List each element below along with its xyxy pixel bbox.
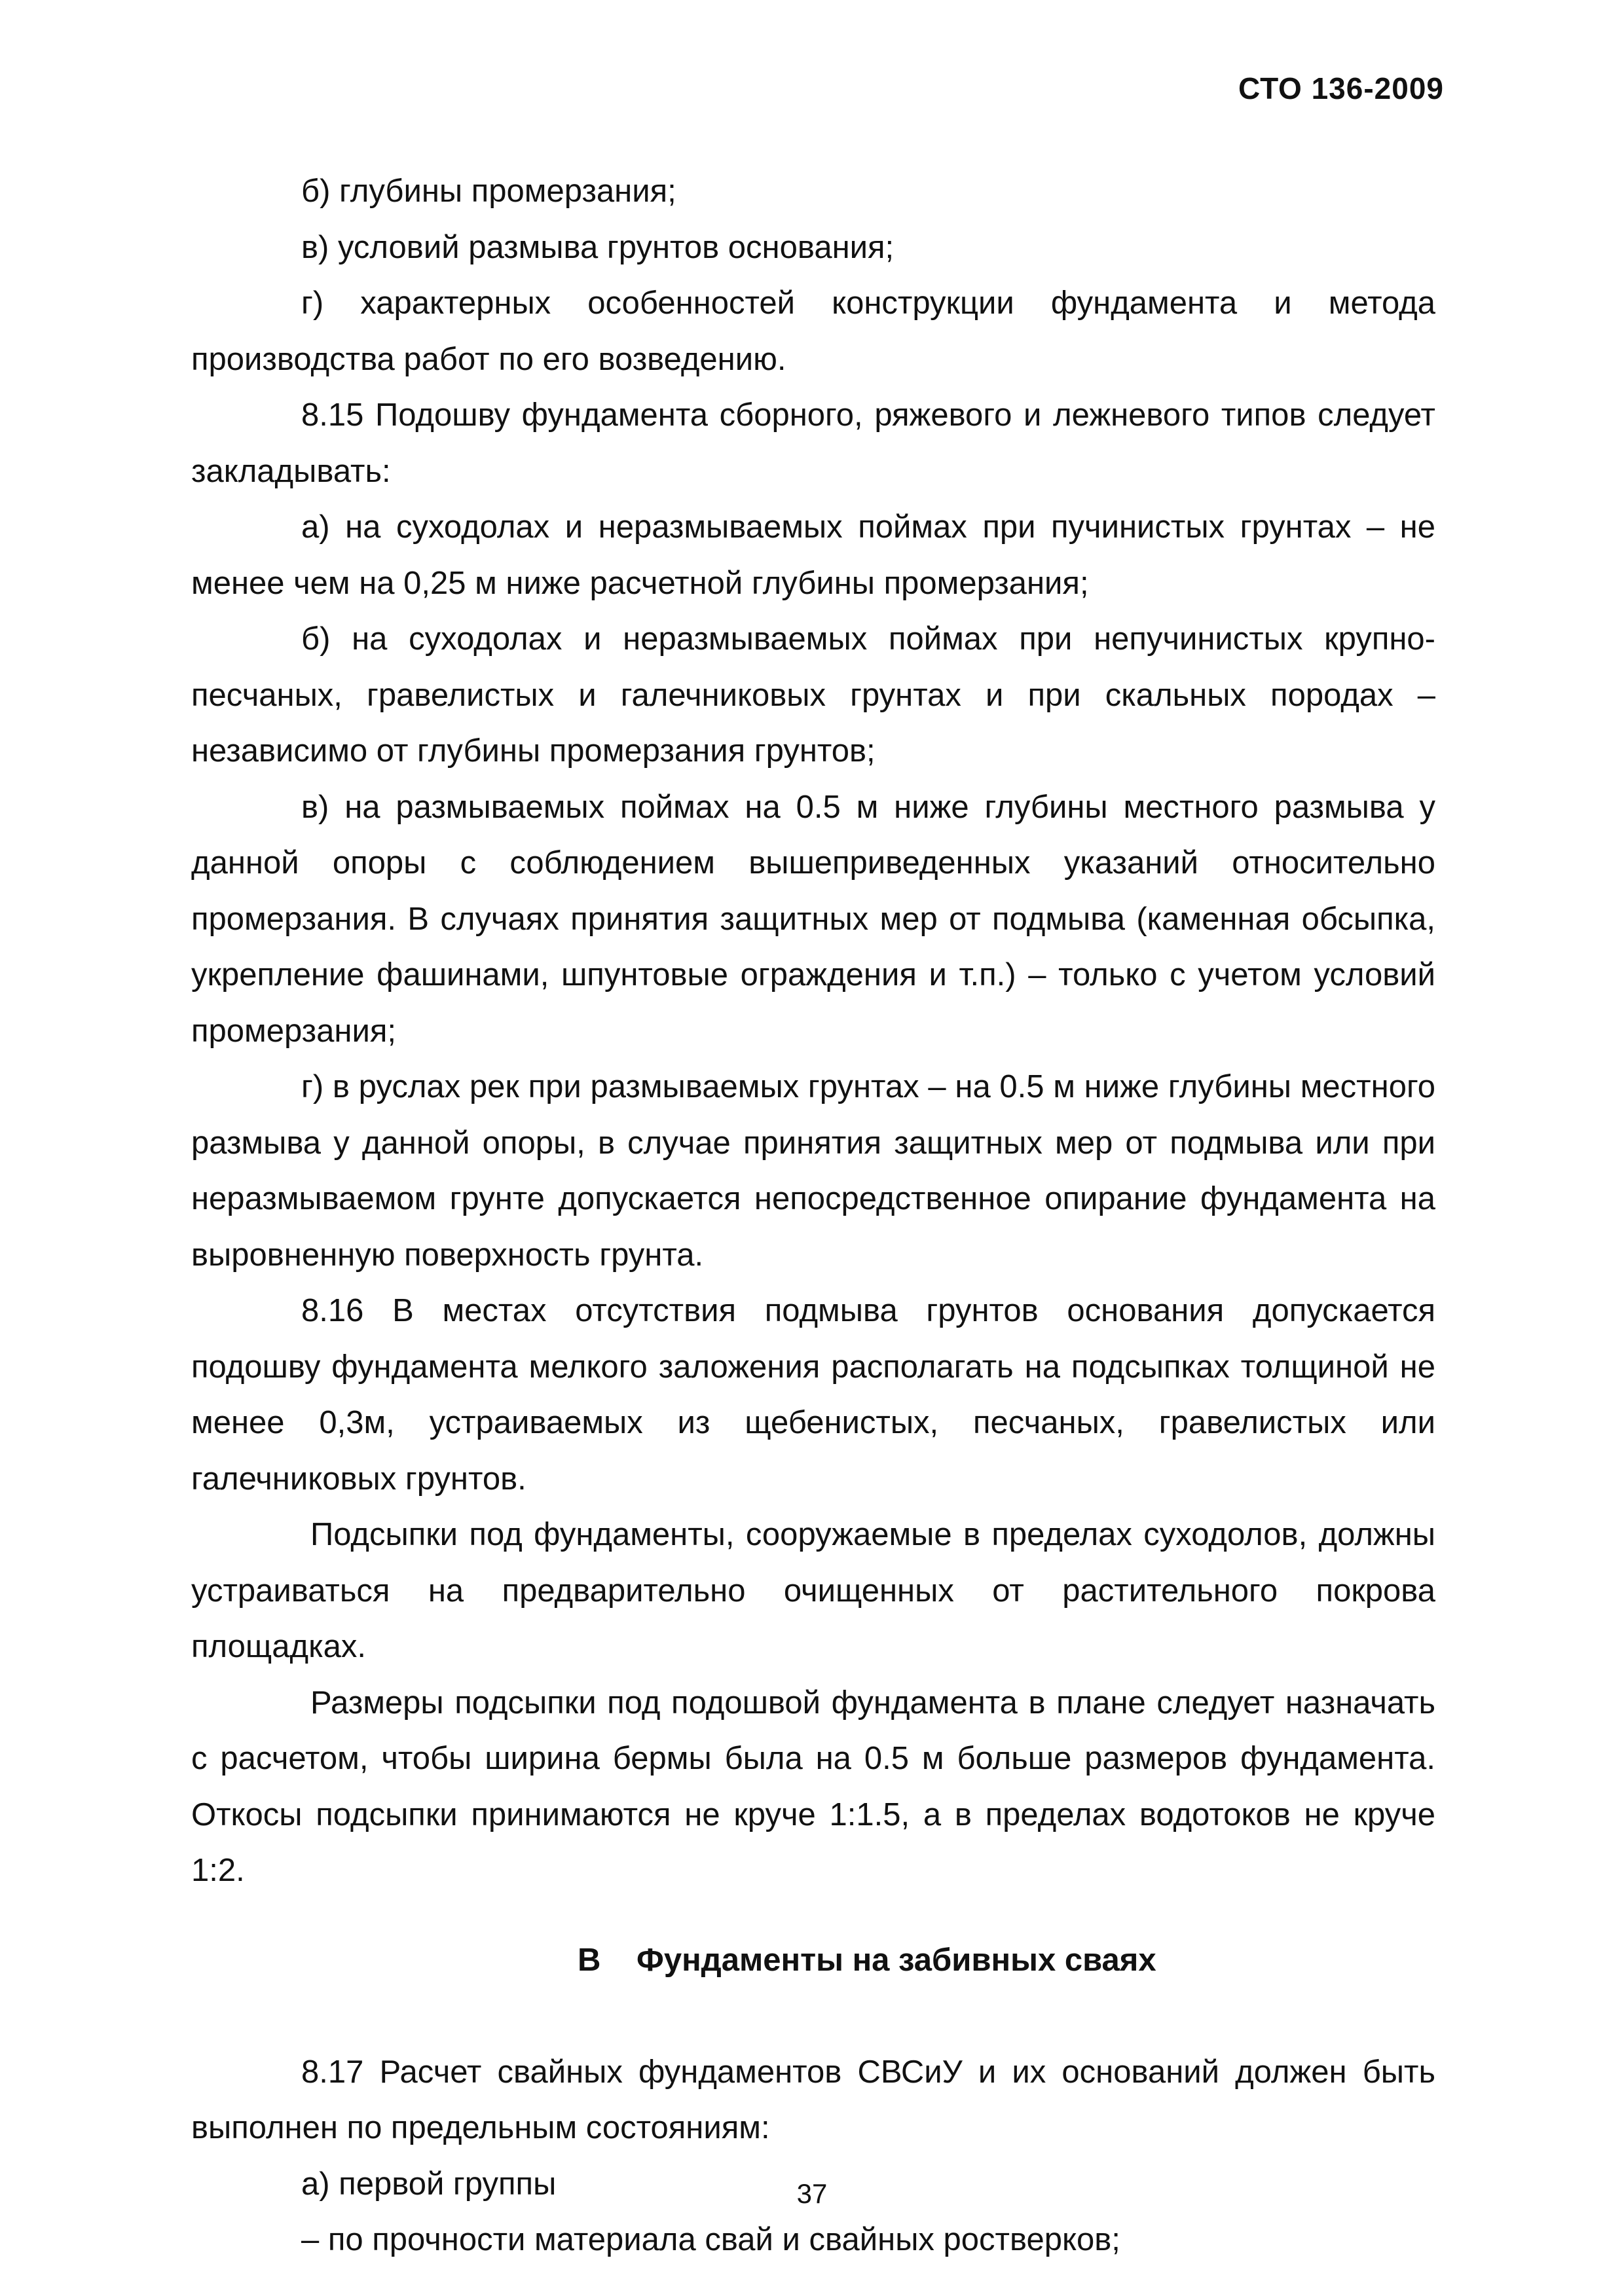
page-number: 37 bbox=[796, 2178, 828, 2209]
paragraph-g-construction-features: г) характерных особенностей конструкции фундамента и метода производства работ по его возведению. bbox=[191, 285, 1435, 377]
paragraph-8-17-a: а) первой группы bbox=[301, 2166, 557, 2202]
paragraph-8-15-a: а) на суходолах и неразмываемых поймах при пучинистых грунтах – не менее чем на 0,25 м ниже расчетной глубины промерзания; bbox=[191, 509, 1435, 601]
paragraph-8-17-a-item: – по прочности материала свай и свайных ростверков; bbox=[301, 2222, 1120, 2257]
section-title-text: Фундаменты на забивных сваях bbox=[637, 1942, 1156, 1978]
paragraph-8-17: 8.17 Расчет свайных фундаментов СВСиУ и их оснований должен быть выполнен по предельным состояниям: bbox=[191, 2054, 1435, 2145]
paragraph-v-erosion-conditions: в) условий размыва грунтов основания; bbox=[301, 229, 895, 265]
paragraph-8-16-fill-dimensions: Размеры подсыпки под подошвой фундамента в плане следует назначать с расчетом, чтобы ширина бермы была на 0.5 м больше размеров фундамента. Откосы подсыпки принимаются не круче 1:1.5, а в пределах водотоков не круче 1:2. bbox=[191, 1685, 1435, 1888]
paragraph-8-15-v: в) на размываемых поймах на 0.5 м ниже глубины местного размыва у данной опоры с соблюдением вышеприведенных указаний относительно промерзания. В случаях принятия защитных мер от подмыва (каменная обсыпка, укрепление фашинами, шпунтовые ограждения и т.п.) – только с учетом условий промерзания; bbox=[191, 789, 1435, 1049]
paragraph-8-15-g: г) в руслах рек при размываемых грунтах – на 0.5 м ниже глубины местного размыва у данной опоры, в случае принятия защитных мер от подмыва или при неразмываемом грунте допускается непосредственное опирание фундамента на выровненную поверхность грунта. bbox=[191, 1069, 1435, 1273]
paragraph-b-frost-depth: б) глубины промерзания; bbox=[301, 173, 676, 209]
section-heading bbox=[191, 1932, 1435, 1988]
paragraph-8-16: 8.16 В местах отсутствия подмыва грунтов основания допускается подошву фундамента мелкого заложения располагать на подсыпках толщиной не менее 0,3м, устраиваемых из щебенистых, песчаных, гравелистых или галечниковых грунтов. bbox=[191, 1293, 1435, 1497]
page-body bbox=[191, 164, 1435, 2269]
document-code: СТО 136-2009 bbox=[1238, 71, 1444, 105]
section-letter: В bbox=[578, 1942, 601, 1978]
paragraph-8-15-b: б) на суходолах и неразмываемых поймах при непучинистых крупно-песчаных, гравелистых и галечниковых грунтах и при скальных породах – независимо от глубины промерзания грунтов; bbox=[191, 621, 1435, 769]
paragraph-8-16-fill-preparation: Подсыпки под фундаменты, сооружаемые в пределах суходолов, должны устраиваться на предварительно очищенных от растительного покрова площадках. bbox=[191, 1517, 1435, 1664]
paragraph-8-15: 8.15 Подошву фундамента сборного, ряжевого и лежневого типов следует закладывать: bbox=[191, 397, 1435, 489]
